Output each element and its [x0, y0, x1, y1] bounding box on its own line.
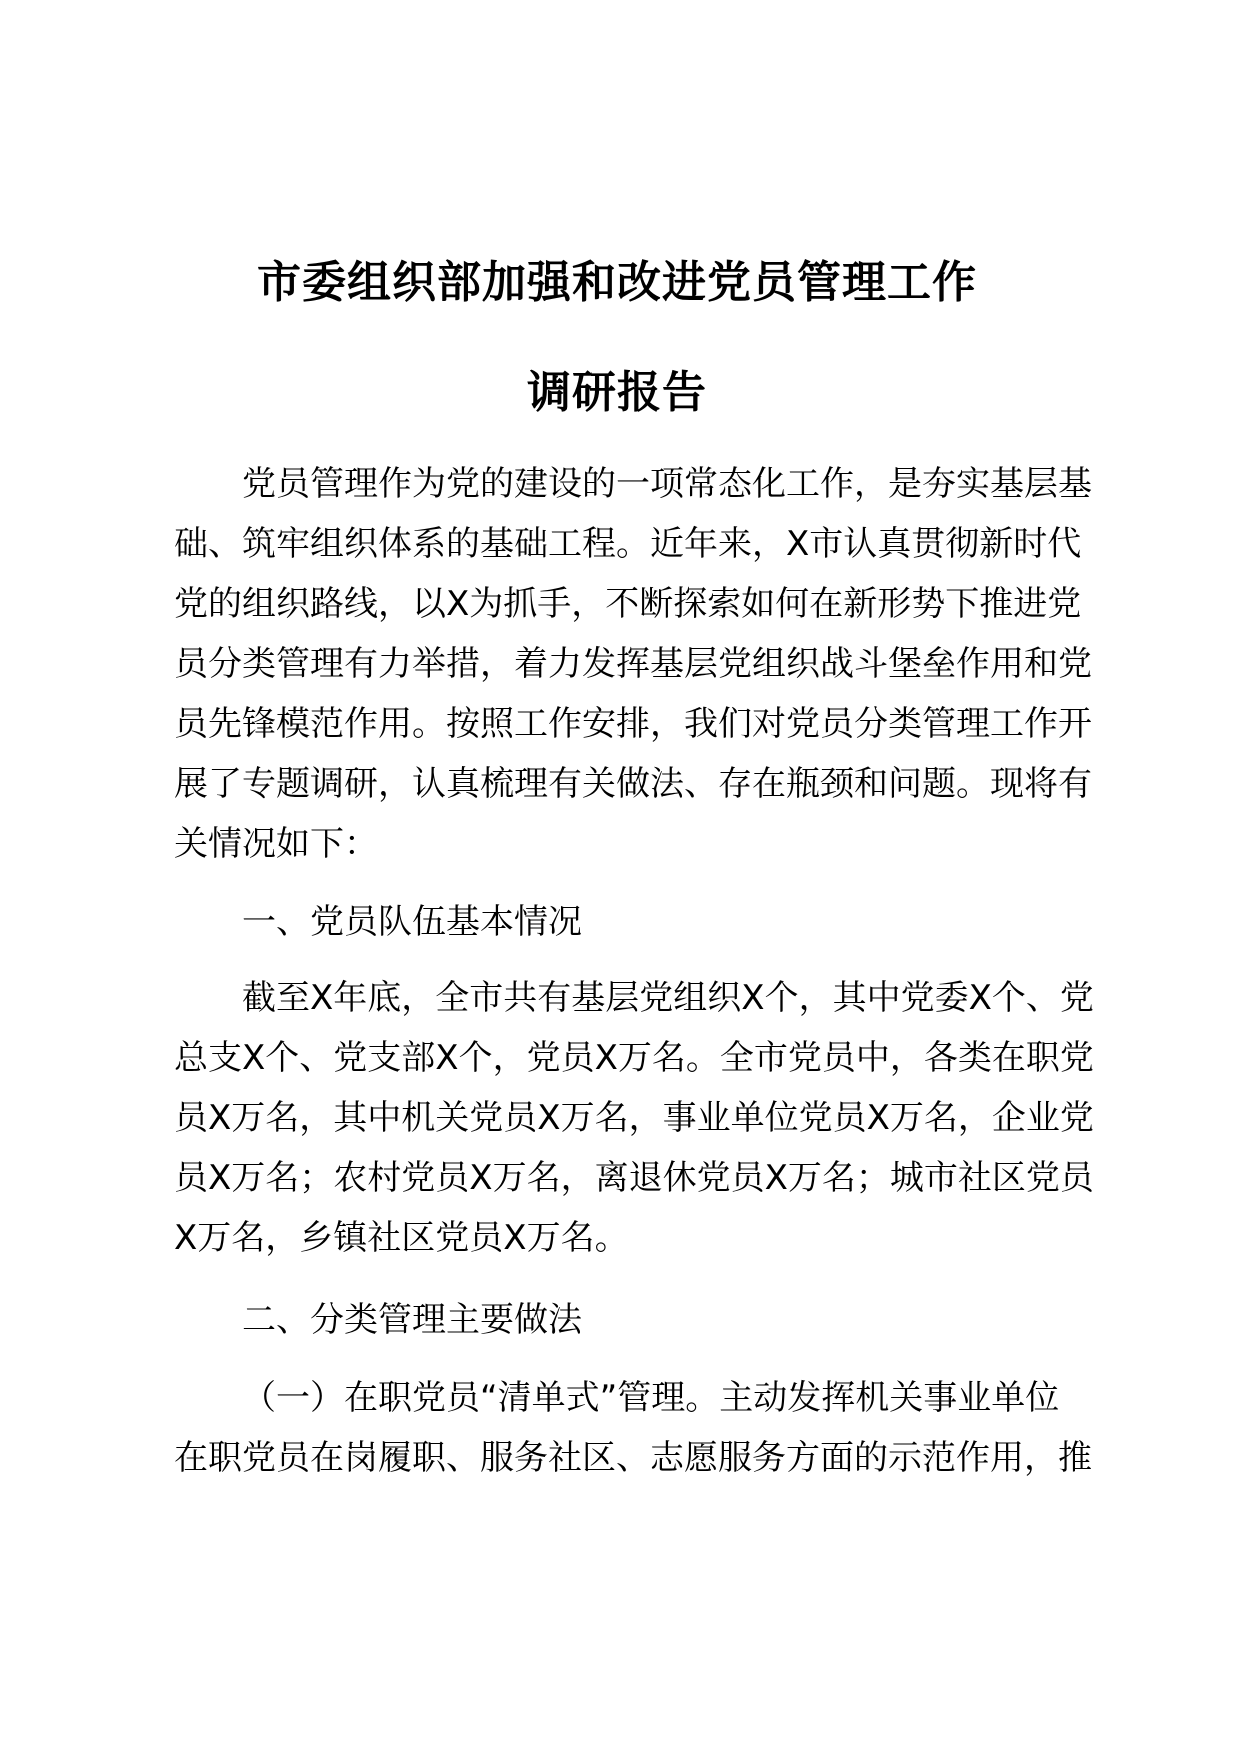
paragraph-line: （一）在职党员“清单式”管理。主动发挥机关事业单位	[242, 1378, 1060, 1418]
section-1-paragraph	[174, 968, 1104, 1268]
paragraph-line: X万名，乡镇社区党员X万名。	[174, 1218, 629, 1258]
paragraph-line: 员X万名，其中机关党员X万名，事业单位党员X万名，企业党	[174, 1098, 1094, 1138]
document-title-line-1: 市委组织部加强和改进党员管理工作	[257, 257, 977, 308]
paragraph-line: 截至X年底，全市共有基层党组织X个，其中党委X个、党	[242, 978, 1094, 1018]
paragraph-line: 党员管理作为党的建设的一项常态化工作，是夯实基层基	[242, 464, 1092, 504]
paragraph-line: 员先锋模范作用。按照工作安排，我们对党员分类管理工作开	[174, 704, 1092, 744]
paragraph-line: 展了专题调研，认真梳理有关做法、存在瓶颈和问题。现将有	[174, 764, 1092, 804]
paragraph-line: 关情况如下：	[174, 824, 378, 864]
paragraph-line: 在职党员在岗履职、服务社区、志愿服务方面的示范作用，推	[174, 1438, 1092, 1478]
paragraph-line: 础、筑牢组织体系的基础工程。近年来，X市认真贯彻新时代	[174, 524, 1082, 564]
paragraph-line: 员分类管理有力举措，着力发挥基层党组织战斗堡垒作用和党	[174, 644, 1092, 684]
intro-paragraph	[174, 454, 1104, 874]
paragraph-line: 党的组织路线，以X为抓手，不断探索如何在新形势下推进党	[174, 584, 1082, 624]
section-2-heading: 二、分类管理主要做法	[242, 1300, 582, 1340]
document-title-line-2: 调研报告	[527, 367, 707, 418]
paragraph-line: 总支X个、党支部X个，党员X万名。全市党员中，各类在职党	[174, 1038, 1094, 1078]
paragraph-line: 员X万名；农村党员X万名，离退休党员X万名；城市社区党员	[174, 1158, 1094, 1198]
section-2-paragraph	[174, 1368, 1104, 1488]
section-1-heading: 一、党员队伍基本情况	[242, 902, 582, 942]
